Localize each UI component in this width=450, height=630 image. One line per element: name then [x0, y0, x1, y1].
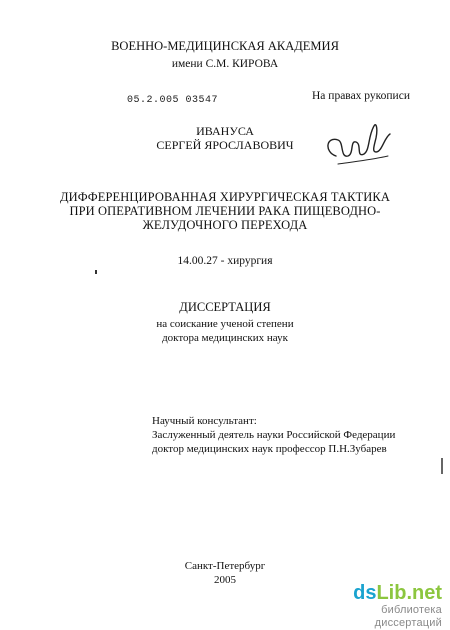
handwritten-signature: [318, 112, 398, 172]
work-type-heading: ДИССЕРТАЦИЯ: [179, 300, 271, 314]
city: Санкт-Петербург: [184, 560, 266, 572]
scan-edge-mark: [441, 458, 443, 474]
consultant-label: Научный консультант:: [152, 415, 257, 427]
consultant-title: Заслуженный деятель науки Российской Федерации: [152, 429, 396, 441]
watermark-subtitle: библиотека диссертаций: [374, 604, 442, 629]
registration-stamp: 05.2.005 03547: [127, 95, 219, 106]
watermark-logo-prefix: ds: [353, 582, 377, 604]
academy-name: ВОЕННО-МЕДИЦИНСКАЯ АКАДЕМИЯ: [111, 39, 339, 53]
degree-line-2: доктора медицинских наук: [162, 332, 288, 344]
dissertation-title-line-2: ПРИ ОПЕРАТИВНОМ ЛЕЧЕНИИ РАКА ПИЩЕВОДНО-: [69, 204, 381, 218]
dissertation-title-line-3: ЖЕЛУДОЧНОГО ПЕРЕХОДА: [142, 218, 308, 232]
dissertation-title-line-1: ДИФФЕРЕНЦИРОВАННАЯ ХИРУРГИЧЕСКАЯ ТАКТИКА: [60, 190, 390, 204]
dslib-watermark: [324, 582, 442, 629]
year: 2005: [214, 574, 236, 586]
degree-line-1: на соискание ученой степени: [156, 318, 294, 330]
manuscript-rights-note: На правах рукописи: [312, 90, 410, 102]
watermark-logo-suffix: Lib.net: [376, 582, 442, 604]
scan-speck: [95, 270, 97, 274]
specialty-code: 14.00.27 - хирургия: [177, 255, 273, 267]
author-given-names: СЕРГЕЙ ЯРОСЛАВОВИЧ: [156, 138, 294, 152]
consultant-name: доктор медицинских наук профессор П.Н.Зубарев: [152, 443, 387, 455]
watermark-logo: [324, 582, 442, 604]
author-surname: ИВАНУСА: [196, 124, 254, 138]
academy-named-after: имени С.М. КИРОВА: [171, 58, 279, 70]
